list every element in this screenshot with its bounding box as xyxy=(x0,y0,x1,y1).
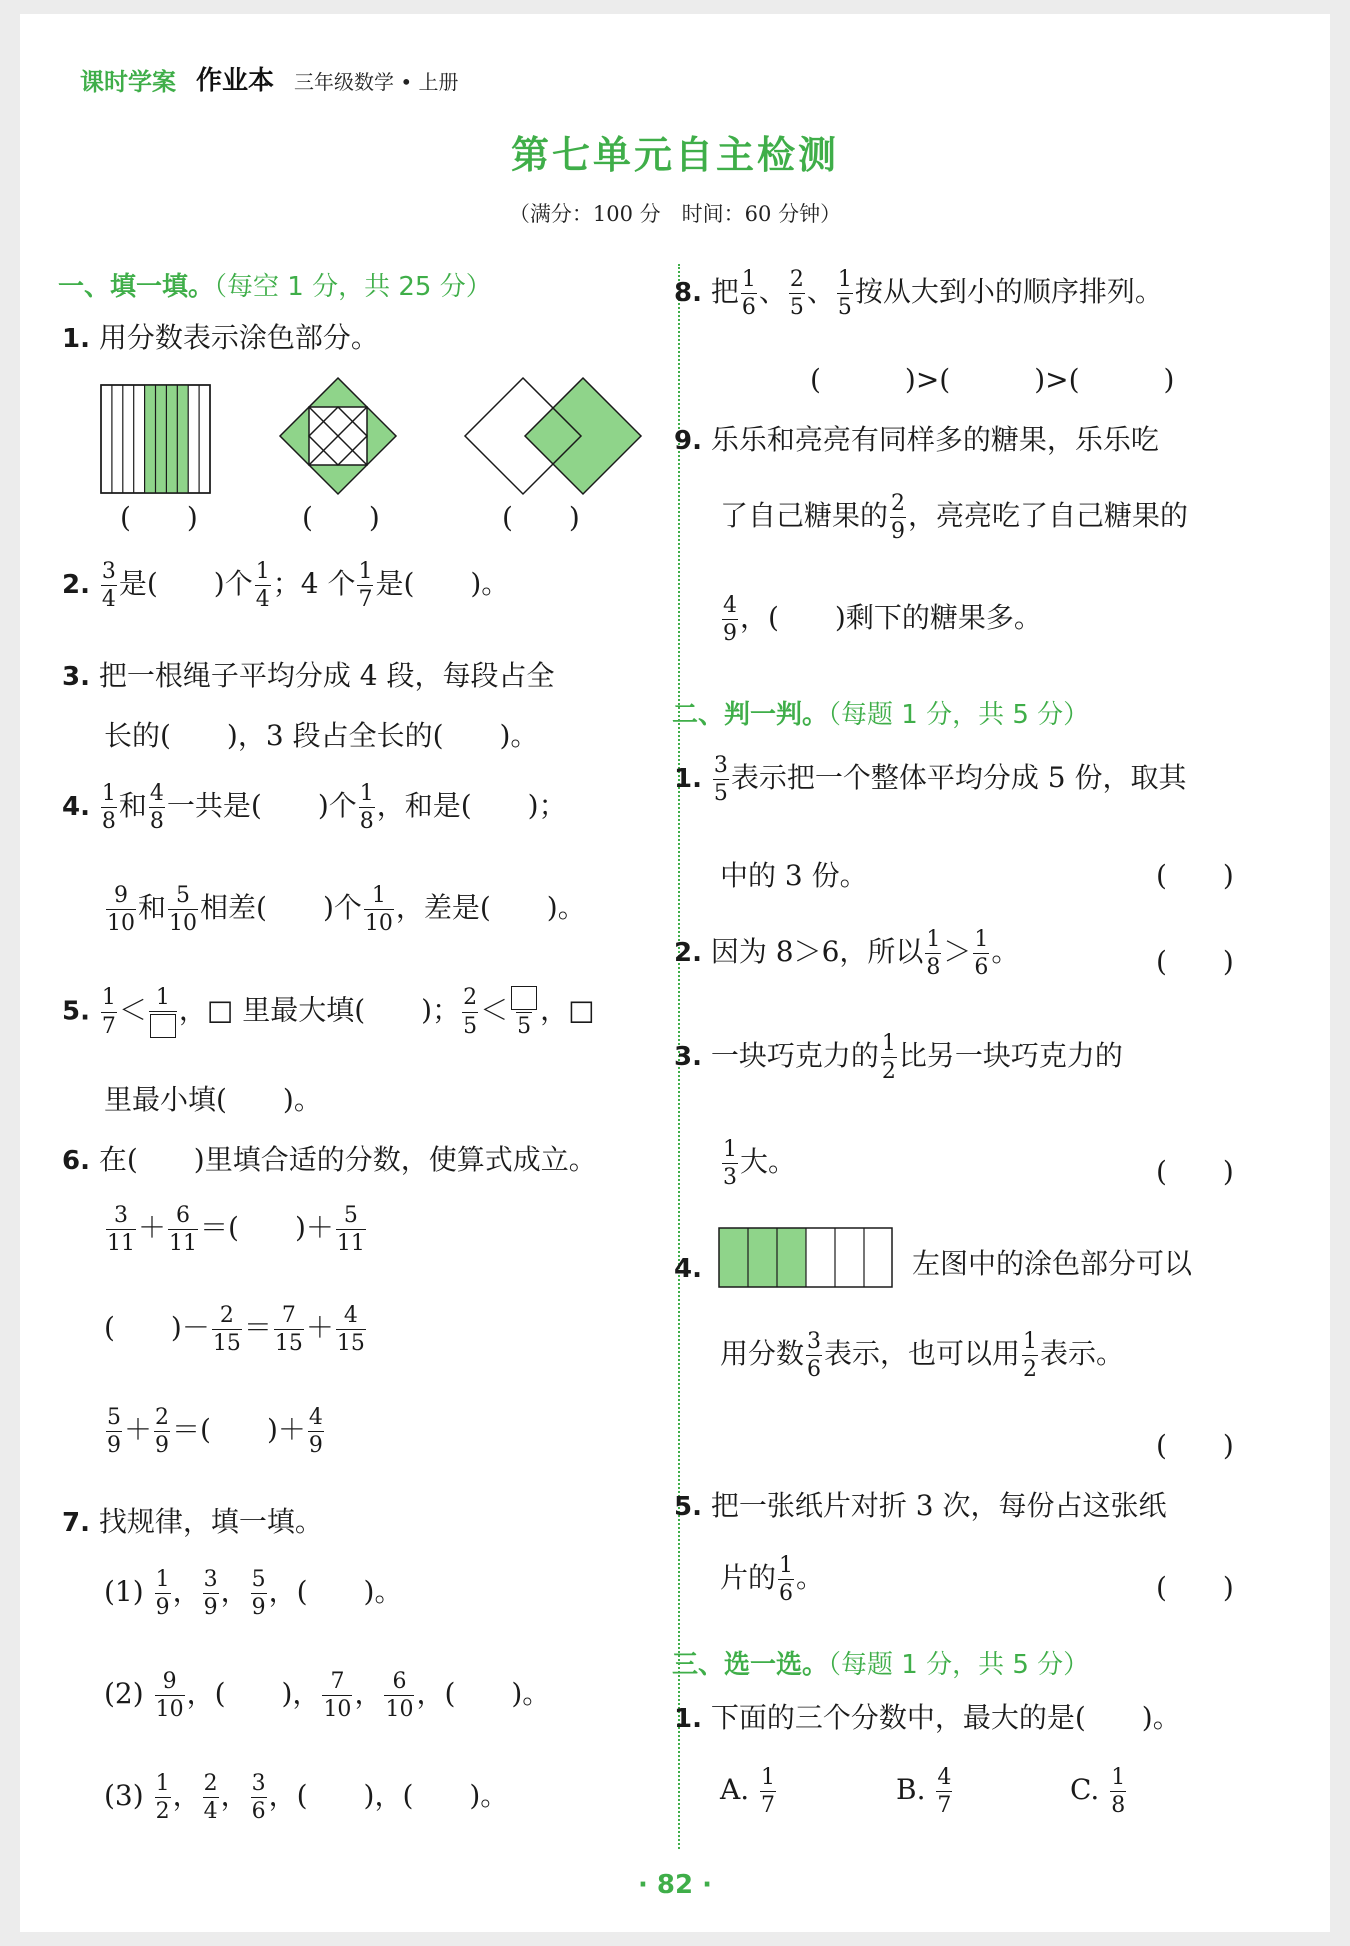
section-choose-heading: 三、选一选。（每题 1 分，共 5 分） xyxy=(672,1650,1090,1680)
judge-2: 2. 因为 8＞6，所以 $\frac{1}{8}$ ＞ $\frac{1}{6}$ 。 xyxy=(674,927,1020,981)
equation-6-2: ( )－ $\frac{2}{15}$ ＝ $\frac{7}{15}$ ＋ $\frac{4}{15}$ xyxy=(104,1303,365,1357)
question-2: 2. $\frac{3}{4}$ 是( )个 $\frac{1}{4}$ ；4 个 $\frac{1}{7}$ 是( )。 xyxy=(62,559,510,613)
equation-6-3: $\frac{5}{9}$ ＋ $\frac{2}{9}$ ＝( )＋ $\frac{4}{9}$ xyxy=(107,1405,323,1459)
worksheet-page xyxy=(20,14,1330,1932)
section-judge-heading: 二、判一判。（每题 1 分，共 5 分） xyxy=(672,700,1090,730)
pattern-7-2: (2) $\frac{9}{10}$ ，( )， $\frac{7}{10}$ ， $\frac{6}{10}$ ，( )。 xyxy=(104,1669,551,1723)
question-7: 7. 找规律，填一填。 xyxy=(62,1505,323,1538)
question-1: 1. 用分数表示涂色部分。 xyxy=(62,321,379,354)
question-4-line2: $\frac{9}{10}$ 和 $\frac{5}{10}$ 相差( )个 $\frac{1}{10}$ ，差是( )。 xyxy=(107,883,586,937)
question-5-line2: 里最小填( )。 xyxy=(104,1083,322,1116)
question-6: 6. 在( )里填合适的分数，使算式成立。 xyxy=(62,1143,597,1176)
judge-4: 4. xyxy=(674,1254,702,1284)
question-9-line2: 了自己糖果的 $\frac{2}{9}$ ，亮亮吃了自己糖果的 xyxy=(720,491,1189,545)
question-9-line3: $\frac{4}{9}$ ，( )剩下的糖果多。 xyxy=(723,593,1042,647)
judge-4-line2: 用分数 $\frac{3}{6}$ 表示，也可以用 $\frac{1}{2}$ 表示。 xyxy=(720,1329,1125,1383)
choice-1-option-c[interactable]: C. $\frac{1}{8}$ xyxy=(1070,1765,1126,1819)
book-name: 作业本 xyxy=(196,66,275,96)
figure-striped-rectangle xyxy=(100,384,212,496)
judge-4-line1: 左图中的涂色部分可以 xyxy=(912,1247,1193,1280)
figure-diamond-square xyxy=(278,376,398,496)
page-subtitle: （满分：100 分 时间：60 分钟） xyxy=(508,202,842,226)
judge-5-mark[interactable]: ( ) xyxy=(1156,1571,1234,1604)
judge-1-mark[interactable]: ( ) xyxy=(1156,859,1234,892)
figure-overlapping-diamonds xyxy=(458,376,648,496)
page-title: 第七单元自主检测 xyxy=(510,133,839,177)
question-3-line2: 长的( )，3 段占全长的( )。 xyxy=(104,719,539,752)
answer-blank-1b[interactable]: ( ) xyxy=(302,501,380,534)
grade-label: 三年级数学 • 上册 xyxy=(294,70,459,94)
brand-name: 课时学案 xyxy=(80,68,176,96)
figure-six-cell-bar xyxy=(718,1227,894,1289)
judge-1-line2: 中的 3 份。 xyxy=(720,859,868,892)
question-3: 3. 把一根绳子平均分成 4 段，每段占全 xyxy=(62,659,555,692)
judge-4-mark[interactable]: ( ) xyxy=(1156,1429,1234,1462)
answer-blank-1c[interactable]: ( ) xyxy=(502,501,580,534)
page-number: · 82 · xyxy=(637,1870,713,1900)
judge-1: 1. $\frac{3}{5}$ 表示把一个整体平均分成 5 份，取其 xyxy=(674,753,1187,807)
question-5: 5. $\frac{1}{7}$ ＜ 1 ，□ 里最大填( )； $\frac{2}{5}$ ＜ 5 ，□ xyxy=(62,985,595,1039)
judge-2-mark[interactable]: ( ) xyxy=(1156,945,1234,978)
choice-1-option-b[interactable]: B. $\frac{4}{7}$ xyxy=(896,1765,952,1819)
question-9: 9. 乐乐和亮亮有同样多的糖果，乐乐吃 xyxy=(674,423,1159,456)
judge-3-line2: $\frac{1}{3}$ 大。 xyxy=(723,1137,797,1191)
judge-5-line2: 片的 $\frac{1}{6}$ 。 xyxy=(720,1553,825,1607)
pattern-7-1: (1) $\frac{1}{9}$ ， $\frac{3}{9}$ ， $\frac{5}{9}$ ，( )。 xyxy=(104,1567,403,1621)
judge-3: 3. 一块巧克力的 $\frac{1}{2}$ 比另一块巧克力的 xyxy=(674,1031,1123,1085)
question-4: 4. $\frac{1}{8}$ 和 $\frac{4}{8}$ 一共是( )个 $\frac{1}{8}$ ，和是( )； xyxy=(62,781,567,835)
choice-1-option-a[interactable]: A. $\frac{1}{7}$ xyxy=(720,1765,776,1819)
question-8-answer[interactable]: ( )>( )>( ) xyxy=(810,363,1175,396)
question-8: 8. 把 $\frac{1}{6}$ 、 $\frac{2}{5}$ 、 $\frac{1}{5}$ 按从大到小的顺序排列。 xyxy=(674,267,1163,321)
judge-3-mark[interactable]: ( ) xyxy=(1156,1155,1234,1188)
section-fill-heading: 一、填一填。（每空 1 分，共 25 分） xyxy=(58,272,492,302)
answer-blank-1a[interactable]: ( ) xyxy=(120,501,198,534)
choice-1: 1. 下面的三个分数中，最大的是( )。 xyxy=(674,1701,1181,1734)
equation-6-1: $\frac{3}{11}$ ＋ $\frac{6}{11}$ ＝( )＋ $\frac{5}{11}$ xyxy=(107,1203,365,1257)
judge-5: 5. 把一张纸片对折 3 次，每份占这张纸 xyxy=(674,1489,1167,1522)
pattern-7-3: (3) $\frac{1}{2}$ ， $\frac{2}{4}$ ， $\frac{3}{6}$ ，( )，( )。 xyxy=(104,1771,509,1825)
